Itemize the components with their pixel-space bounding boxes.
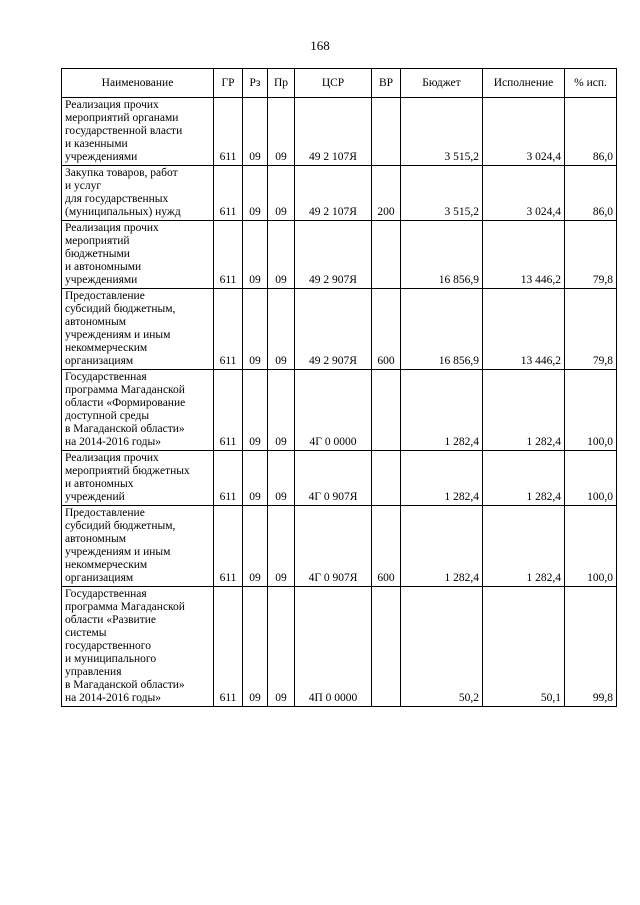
header-percent: % исп. <box>565 69 617 98</box>
row-percent: 100,0 <box>565 451 617 506</box>
row-name-cell <box>62 370 214 451</box>
row-csr: 4Г 0 0000 <box>295 370 372 451</box>
row-percent: 79,8 <box>565 221 617 289</box>
row-pr: 09 <box>268 451 295 506</box>
row-gr: 611 <box>214 289 243 370</box>
row-vr: 200 <box>372 166 401 221</box>
row-percent: 86,0 <box>565 98 617 166</box>
row-pr: 09 <box>268 587 295 707</box>
header-gr: ГР <box>214 69 243 98</box>
row-rz: 09 <box>243 587 268 707</box>
row-vr <box>372 98 401 166</box>
row-vr: 600 <box>372 506 401 587</box>
row-budget: 1 282,4 <box>401 370 483 451</box>
row-percent: 100,0 <box>565 506 617 587</box>
row-budget: 50,2 <box>401 587 483 707</box>
row-budget: 3 515,2 <box>401 166 483 221</box>
row-name: Государственная программа Магаданской области «Развитие системы государственного и муниципального управления в Магаданской области» на 2014-2016 годы» <box>65 588 185 704</box>
row-execution: 3 024,4 <box>483 166 565 221</box>
row-gr: 611 <box>214 370 243 451</box>
row-name-cell <box>62 166 214 221</box>
row-gr: 611 <box>214 98 243 166</box>
row-vr <box>372 221 401 289</box>
row-pr: 09 <box>268 506 295 587</box>
row-execution: 3 024,4 <box>483 98 565 166</box>
header-rz: Рз <box>243 69 268 98</box>
row-execution: 1 282,4 <box>483 506 565 587</box>
row-budget: 1 282,4 <box>401 506 483 587</box>
row-budget: 16 856,9 <box>401 221 483 289</box>
header-csr: ЦСР <box>295 69 372 98</box>
table-row <box>62 587 617 707</box>
row-name-cell <box>62 506 214 587</box>
row-csr: 49 2 907Я <box>295 289 372 370</box>
row-execution: 1 282,4 <box>483 451 565 506</box>
row-name: Предоставление субсидий бюджетным, автономным учреждениям и иным некоммерческим организациям <box>65 507 176 584</box>
table-header <box>62 69 617 98</box>
row-csr: 4П 0 0000 <box>295 587 372 707</box>
row-name-cell <box>62 451 214 506</box>
row-percent: 79,8 <box>565 289 617 370</box>
row-vr: 600 <box>372 289 401 370</box>
row-rz: 09 <box>243 221 268 289</box>
row-budget: 1 282,4 <box>401 451 483 506</box>
table-row <box>62 289 617 370</box>
row-name-cell <box>62 289 214 370</box>
row-percent: 86,0 <box>565 166 617 221</box>
row-name-cell <box>62 221 214 289</box>
row-csr: 4Г 0 907Я <box>295 451 372 506</box>
row-pr: 09 <box>268 98 295 166</box>
row-budget: 16 856,9 <box>401 289 483 370</box>
row-rz: 09 <box>243 506 268 587</box>
row-name: Закупка товаров, работ и услуг для государственных (муниципальных) нужд <box>65 167 181 218</box>
row-execution: 13 446,2 <box>483 221 565 289</box>
budget-table <box>61 68 617 707</box>
header-pr: Пр <box>268 69 295 98</box>
table-row <box>62 506 617 587</box>
table-body <box>62 98 617 707</box>
row-percent: 99,8 <box>565 587 617 707</box>
table-row <box>62 221 617 289</box>
row-rz: 09 <box>243 451 268 506</box>
row-vr <box>372 370 401 451</box>
row-vr <box>372 587 401 707</box>
row-pr: 09 <box>268 370 295 451</box>
row-vr <box>372 451 401 506</box>
row-execution: 1 282,4 <box>483 370 565 451</box>
row-name-cell <box>62 587 214 707</box>
row-pr: 09 <box>268 166 295 221</box>
row-csr: 49 2 107Я <box>295 166 372 221</box>
table-row <box>62 98 617 166</box>
header-vr: ВР <box>372 69 401 98</box>
row-gr: 611 <box>214 506 243 587</box>
row-rz: 09 <box>243 370 268 451</box>
row-name: Реализация прочих мероприятий органами государственной власти и казенными учреждениями <box>65 99 183 163</box>
row-name: Реализация прочих мероприятий бюджетных и автономных учреждений <box>65 452 190 503</box>
row-gr: 611 <box>214 587 243 707</box>
header-row <box>62 69 617 98</box>
table-row <box>62 370 617 451</box>
row-rz: 09 <box>243 166 268 221</box>
row-execution: 13 446,2 <box>483 289 565 370</box>
header-budget: Бюджет <box>401 69 483 98</box>
row-rz: 09 <box>243 98 268 166</box>
table-row <box>62 451 617 506</box>
row-gr: 611 <box>214 221 243 289</box>
row-budget: 3 515,2 <box>401 98 483 166</box>
row-percent: 100,0 <box>565 370 617 451</box>
header-execution: Исполнение <box>483 69 565 98</box>
row-pr: 09 <box>268 221 295 289</box>
page-number: 168 <box>310 38 330 53</box>
row-gr: 611 <box>214 166 243 221</box>
row-gr: 611 <box>214 451 243 506</box>
row-pr: 09 <box>268 289 295 370</box>
row-name: Реализация прочих мероприятий бюджетными и автономными учреждениями <box>65 222 159 286</box>
row-name: Государственная программа Магаданской области «Формирование доступной среды в Магаданской области» на 2014-2016 годы» <box>65 371 186 448</box>
row-csr: 4Г 0 907Я <box>295 506 372 587</box>
row-name-cell <box>62 98 214 166</box>
row-rz: 09 <box>243 289 268 370</box>
row-name: Предоставление субсидий бюджетным, автономным учреждениям и иным некоммерческим организациям <box>65 290 176 367</box>
row-csr: 49 2 907Я <box>295 221 372 289</box>
table-row <box>62 166 617 221</box>
row-csr: 49 2 107Я <box>295 98 372 166</box>
header-name: Наименование <box>62 69 214 98</box>
row-execution: 50,1 <box>483 587 565 707</box>
